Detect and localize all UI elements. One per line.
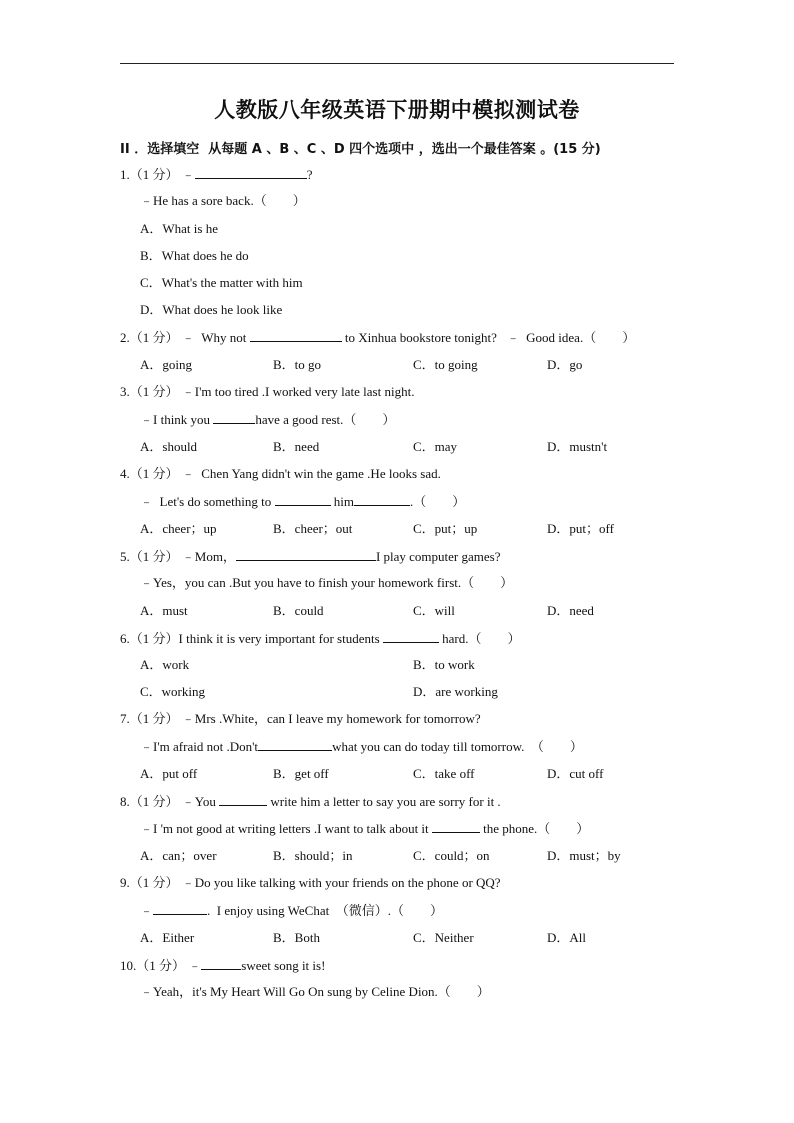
question-5-option-c[interactable]: C．will	[413, 603, 455, 618]
question-9-option-c[interactable]: C．Neither	[413, 930, 474, 945]
question-4-stem: 4.（1 分） ﹣ Chen Yang didn't win the game .He looks sad.	[120, 466, 441, 481]
question-7-stem: 7.（1 分） ﹣Mrs .White，can I leave my homework for tomorrow?	[120, 711, 481, 726]
question-3-stem: 3.（1 分） ﹣I'm too tired .I worked very late last night.	[120, 384, 415, 399]
question-number: 2.	[120, 330, 130, 345]
question-5-reply: ﹣Yes，you can .But you have to finish your homework first.（ ）	[140, 575, 514, 590]
question-5-option-d[interactable]: D．need	[547, 603, 594, 618]
answer-blank	[250, 329, 342, 342]
question-1-stem: 1.（1 分） ﹣ ?	[120, 167, 313, 182]
question-3-option-d[interactable]: D．mustn't	[547, 439, 608, 454]
page-title: 人教版八年级英语下册期中模拟测试卷	[214, 97, 580, 122]
question-2-stem: 2.（1 分） ﹣ Why not to Xinhua bookstore tonight? ﹣ Good idea.（ ）	[120, 330, 636, 345]
question-score: （1 分）	[129, 330, 179, 345]
question-3-option-a[interactable]: A．should	[140, 439, 198, 454]
answer-blank	[236, 548, 376, 561]
question-4-option-d[interactable]: D．put；off	[547, 521, 614, 536]
question-4-option-b[interactable]: B．cheer；out	[273, 521, 353, 536]
question-score: （1 分）	[129, 631, 179, 646]
question-7-option-a[interactable]: A．put off	[140, 766, 198, 781]
question-score: （1 分）	[136, 958, 186, 973]
answer-blank	[219, 793, 267, 806]
question-number: 1.	[120, 167, 130, 182]
question-7-option-d[interactable]: D．cut off	[547, 766, 604, 781]
question-7-option-c[interactable]: C．take off	[413, 766, 475, 781]
question-8-option-a[interactable]: A．can；over	[140, 848, 217, 863]
question-8-option-b[interactable]: B．should；in	[273, 848, 353, 863]
answer-blank	[153, 902, 207, 915]
question-8-reply: ﹣I 'm not good at writing letters .I want to talk about it the phone.（ ）	[140, 821, 590, 836]
question-score: （1 分）	[129, 549, 179, 564]
question-score: （1 分）	[129, 875, 179, 890]
answer-blank	[354, 493, 410, 506]
question-3-option-b[interactable]: B．need	[273, 439, 320, 454]
question-number: 7.	[120, 711, 130, 726]
question-1-option-c[interactable]: C．What's the matter with him	[140, 275, 303, 290]
question-10-reply: ﹣Yeah，it's My Heart Will Go On sung by Celine Dion.（ ）	[140, 984, 490, 999]
question-10-stem: 10.（1 分） ﹣ sweet song it is!	[120, 958, 326, 973]
answer-blank	[432, 820, 480, 833]
question-8-option-d[interactable]: D．must；by	[547, 848, 621, 863]
answer-blank	[275, 493, 331, 506]
section-header: II ．选择填空 从每题 A 、B 、C 、D 四个选项中 ，选出一个最佳答案 。(15 分)	[120, 142, 601, 157]
question-number: 3.	[120, 384, 130, 399]
question-8-option-c[interactable]: C．could；on	[413, 848, 490, 863]
question-number: 9.	[120, 875, 130, 890]
question-score: （1 分）	[129, 466, 179, 481]
question-3-option-c[interactable]: C．may	[413, 439, 458, 454]
question-7-option-b[interactable]: B．get off	[273, 766, 329, 781]
question-1-option-d[interactable]: D．What does he look like	[140, 302, 283, 317]
question-number: 10.	[120, 958, 137, 973]
question-9-option-a[interactable]: A．Either	[140, 930, 195, 945]
question-6-option-d[interactable]: D．are working	[413, 684, 498, 699]
question-9-option-b[interactable]: B．Both	[273, 930, 320, 945]
question-4-reply: ﹣ Let's do something to him .（ ）	[140, 494, 466, 509]
answer-blank	[201, 957, 241, 970]
question-number: 4.	[120, 466, 130, 481]
question-2-option-d[interactable]: D．go	[547, 357, 583, 372]
question-1-reply: ﹣He has a sore back.（ ）	[140, 193, 306, 208]
question-9-option-d[interactable]: D．All	[547, 930, 587, 945]
question-number: 8.	[120, 794, 130, 809]
question-5-stem: 5.（1 分） ﹣Mom， I play computer games?	[120, 549, 501, 564]
question-2-option-b[interactable]: B．to go	[273, 357, 322, 372]
question-2-option-a[interactable]: A．going	[140, 357, 193, 372]
answer-blank	[258, 738, 332, 751]
question-8-stem: 8.（1 分） ﹣You write him a letter to say you are sorry for it .	[120, 794, 501, 809]
question-9-stem: 9.（1 分） ﹣Do you like talking with your friends on the phone or QQ?	[120, 875, 501, 890]
question-4-option-a[interactable]: A．cheer；up	[140, 521, 217, 536]
question-6-option-b[interactable]: B．to work	[413, 657, 475, 672]
answer-blank	[213, 411, 255, 424]
question-score: （1 分）	[129, 167, 179, 182]
question-5-option-b[interactable]: B．could	[273, 603, 324, 618]
question-7-reply: ﹣I'm afraid not .Don't what you can do today till tomorrow. （ ）	[140, 739, 583, 754]
question-score: （1 分）	[129, 711, 179, 726]
question-4-option-c[interactable]: C．put；up	[413, 521, 478, 536]
header-rule	[120, 63, 674, 64]
question-score: （1 分）	[129, 384, 179, 399]
question-number: 5.	[120, 549, 130, 564]
question-6-option-c[interactable]: C．working	[140, 684, 206, 699]
question-6-stem: 6.（1 分）I think it is very important for students hard.（ ）	[120, 631, 521, 646]
question-number: 6.	[120, 631, 130, 646]
question-1-option-a[interactable]: A．What is he	[140, 221, 218, 236]
question-2-option-c[interactable]: C．to going	[413, 357, 478, 372]
question-6-option-a[interactable]: A．work	[140, 657, 190, 672]
question-1-option-b[interactable]: B．What does he do	[140, 248, 249, 263]
question-score: （1 分）	[129, 794, 179, 809]
question-3-reply: ﹣I think you have a good rest.（ ）	[140, 412, 396, 427]
answer-blank	[195, 166, 307, 179]
question-9-reply: ﹣ . I enjoy using WeChat （微信）.（ ）	[140, 903, 443, 918]
answer-blank	[383, 630, 439, 643]
question-5-option-a[interactable]: A．must	[140, 603, 188, 618]
